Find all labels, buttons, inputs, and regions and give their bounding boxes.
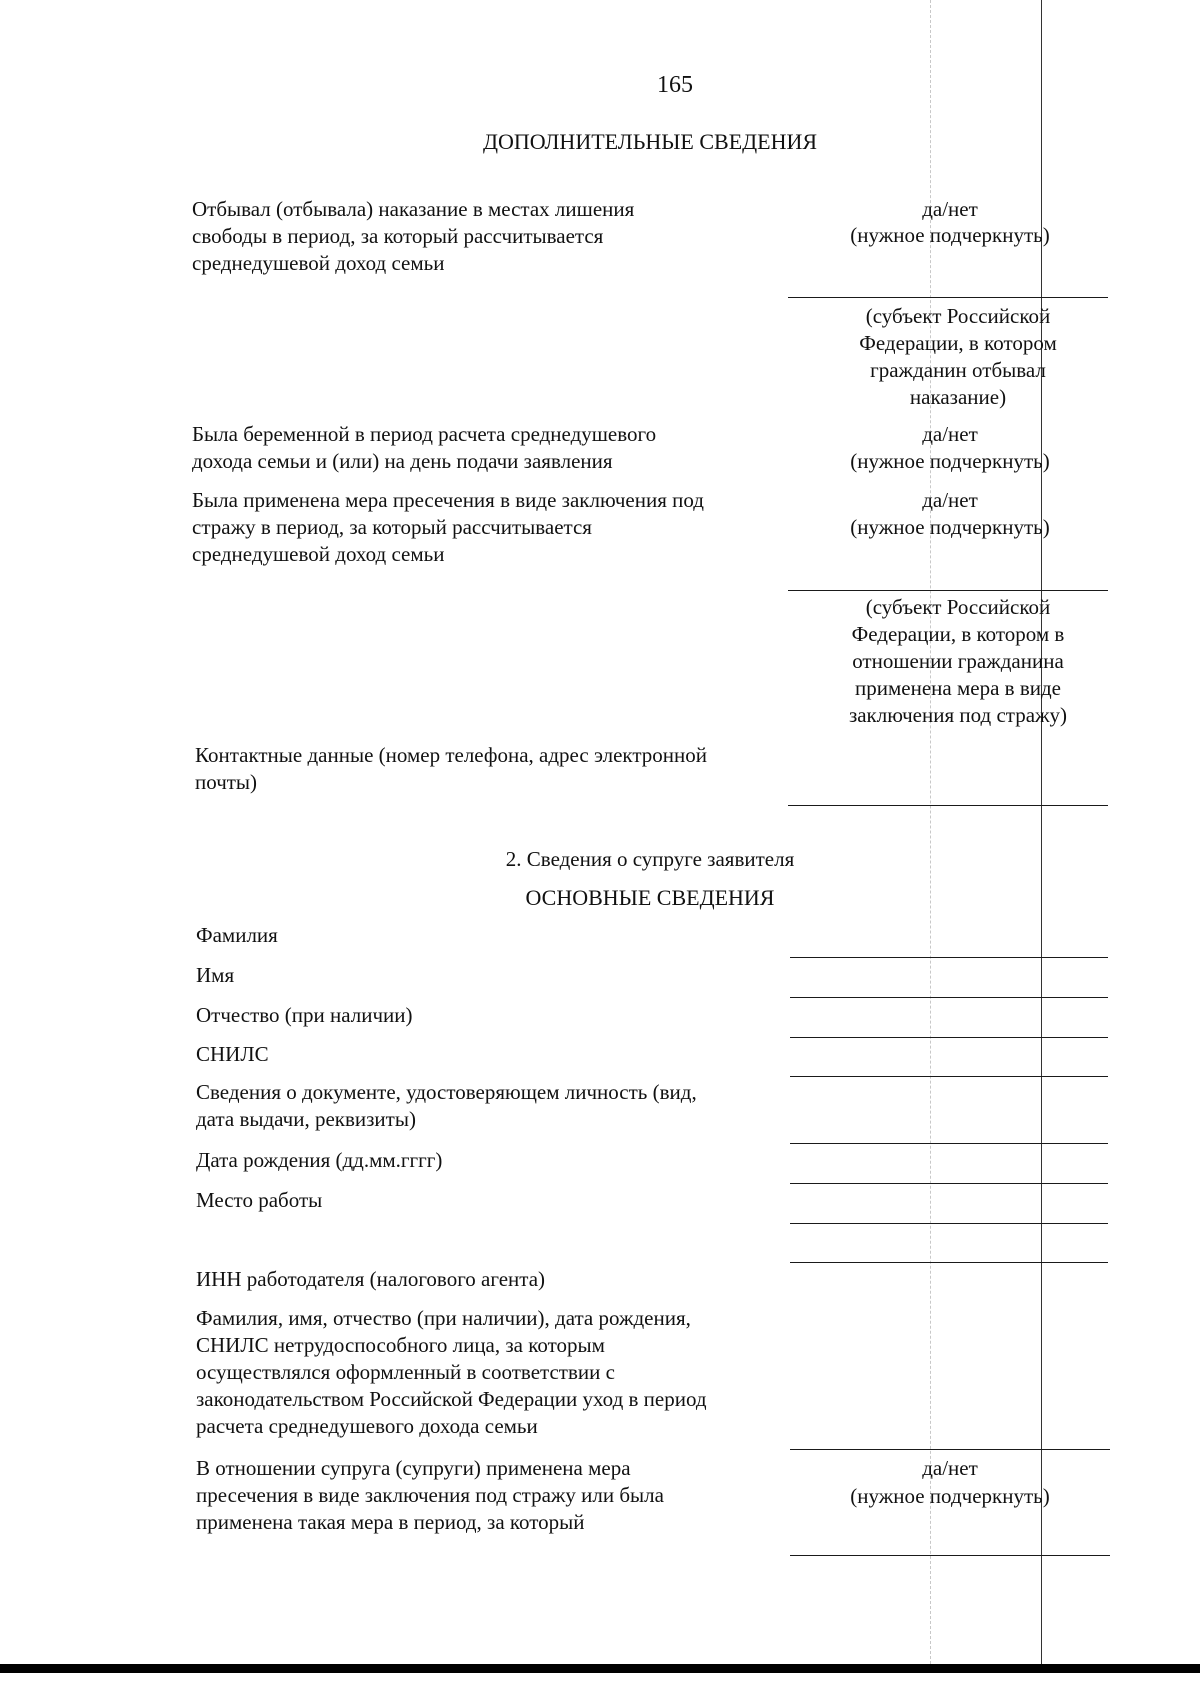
scan-artifact-line [1041, 0, 1042, 1664]
region-caption: (субъект Российской Федерации, в котором гражданин отбывал наказание) [859, 304, 1057, 409]
yes-no-option[interactable]: да/нет [922, 197, 978, 221]
id-document-label: Сведения о документе, удостоверяющем личность (вид, дата выдачи, реквизиты) [196, 1080, 697, 1131]
workplace-label: Место работы [196, 1188, 323, 1212]
region-answer-line[interactable] [788, 590, 1108, 591]
care-info-label: Фамилия, имя, отчество (при наличии), дата рождения, СНИЛС нетрудоспособного лица, за которым осуществлялся оформленный в соответствии с законодательством Российской Федерации уход в период расчета среднедушевого дохода семьи [196, 1306, 707, 1438]
region-answer-line[interactable] [788, 297, 1108, 298]
id-document-line[interactable] [790, 1143, 1108, 1144]
spouse-custody-label: В отношении супруга (супруги) применена мера пресечения в виде заключения под стражу или была применена такая мера в период, за который [196, 1456, 664, 1534]
scan-bottom-edge [0, 1664, 1200, 1673]
snils-line[interactable] [790, 1076, 1108, 1077]
section-2-title: 2. Сведения о супруге заявителя [505, 847, 795, 871]
workplace-line[interactable] [790, 1223, 1108, 1224]
yes-no-option[interactable]: да/нет [922, 488, 978, 512]
snils-label: СНИЛС [196, 1042, 269, 1066]
name-label: Имя [196, 963, 235, 987]
underline-hint: (нужное подчеркнуть) [850, 223, 1050, 247]
spouse-custody-line[interactable] [790, 1555, 1110, 1556]
underline-hint: (нужное подчеркнуть) [850, 1484, 1050, 1508]
patronymic-label: Отчество (при наличии) [196, 1003, 413, 1027]
additional-info-title: ДОПОЛНИТЕЛЬНЫЕ СВЕДЕНИЯ [482, 129, 818, 154]
yes-no-option[interactable]: да/нет [922, 1456, 978, 1480]
workplace-line-2[interactable] [790, 1262, 1108, 1263]
question-custody: Была применена мера пресечения в виде заключения под стражу в период, за который рассчитывается среднедушевой доход семьи [192, 488, 704, 566]
surname-line[interactable] [790, 957, 1108, 958]
underline-hint: (нужное подчеркнуть) [850, 515, 1050, 539]
birth-date-label: Дата рождения (дд.мм.гггг) [196, 1148, 443, 1172]
name-line[interactable] [790, 997, 1108, 998]
question-pregnancy: Была беременной в период расчета среднедушевого дохода семьи и (или) на день подачи заявления [192, 422, 657, 473]
patronymic-line[interactable] [790, 1037, 1108, 1038]
birth-date-line[interactable] [790, 1183, 1108, 1184]
contact-data-label: Контактные данные (номер телефона, адрес электронной почты) [195, 743, 707, 794]
main-info-title: ОСНОВНЫЕ СВЕДЕНИЯ [525, 885, 775, 910]
question-imprisonment: Отбывал (отбывала) наказание в местах лишения свободы в период, за который рассчитывается среднедушевой доход семьи [192, 197, 635, 275]
page-number: 165 [657, 72, 693, 98]
surname-label: Фамилия [196, 923, 278, 947]
underline-hint: (нужное подчеркнуть) [850, 449, 1050, 473]
care-info-line[interactable] [790, 1449, 1110, 1450]
contact-data-line[interactable] [788, 805, 1108, 806]
region-caption: (субъект Российской Федерации, в котором в отношении гражданина применена мера в виде заключения под стражу) [848, 595, 1068, 727]
scan-artifact-line [930, 0, 931, 1664]
employer-inn-label: ИНН работодателя (налогового агента) [196, 1267, 546, 1291]
yes-no-option[interactable]: да/нет [922, 422, 978, 446]
